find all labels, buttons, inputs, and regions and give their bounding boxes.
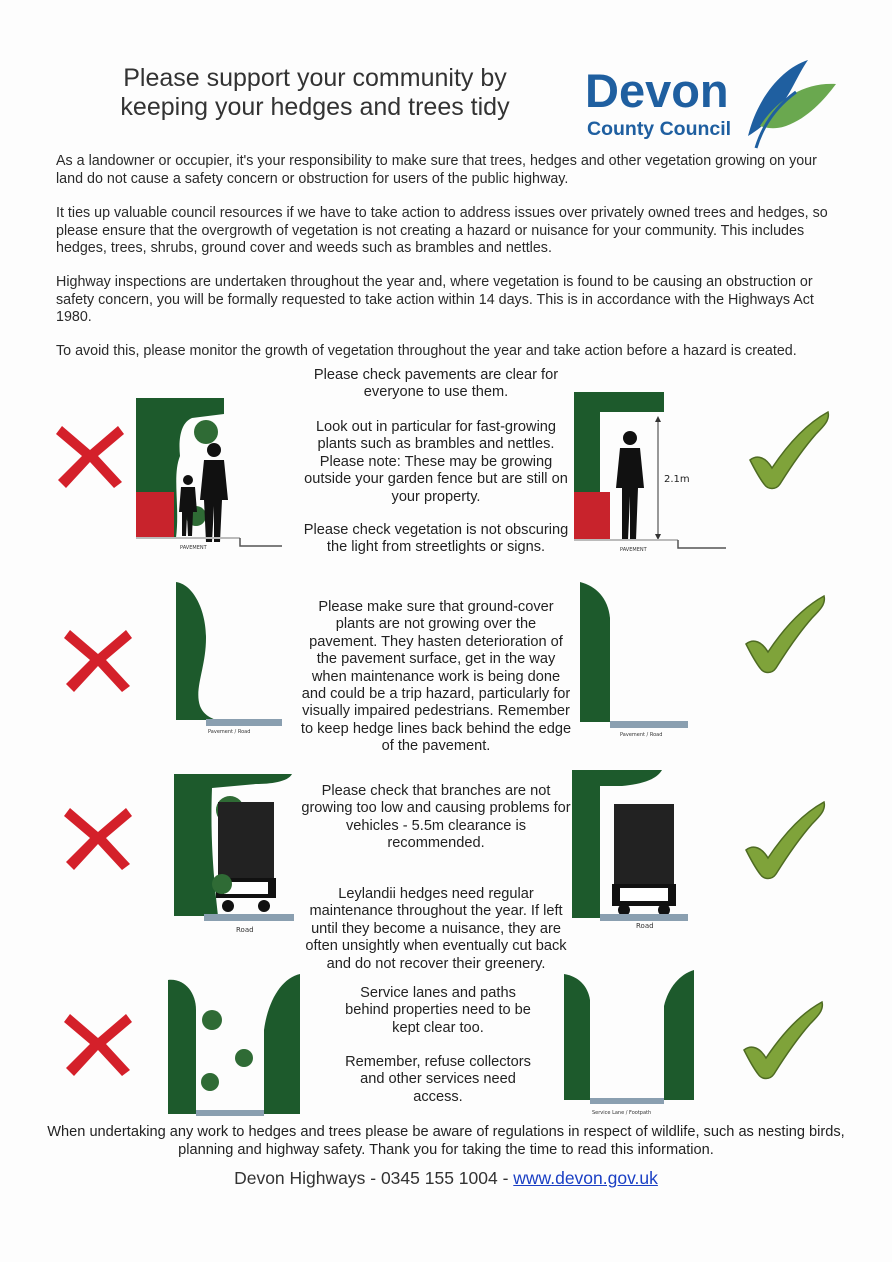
pavement-road-label: Pavement / Road: [620, 732, 663, 738]
leaf-logo-icon: [738, 56, 840, 152]
pavement-overgrown-diagram: [132, 396, 288, 558]
pavement-label: PAVEMENT: [620, 547, 647, 553]
contact-text: Devon Highways - 0345 155 1004 -: [234, 1168, 514, 1188]
service-lane-label: Service Lane / Footpath: [592, 1110, 652, 1116]
cross-icon: [62, 1008, 134, 1078]
service-lane-overgrown-diagram: [164, 970, 310, 1122]
footer-note: When undertaking any work to hedges and trees please be aware of regulations in respect of wildlife, such as nesting birds, planning and highway safety. Thank you for taking the time to read this information.: [47, 1124, 845, 1158]
cross-icon: [62, 802, 134, 872]
pavement-clear-diagram: [570, 388, 730, 558]
pavement-road-label: Pavement / Road: [208, 729, 251, 735]
road-label: Road: [236, 926, 254, 934]
pavement-label: PAVEMENT: [180, 545, 207, 551]
intro-paragraph-3: Highway inspections are undertaken throughout the year and, where vegetation is found to be causing an obstruction or safety concern, you will be formally requested to take action within 14 days. This is in accordance with the Highways Act 1980.: [56, 274, 814, 325]
groundcover-clear-diagram: [574, 578, 694, 740]
tick-icon: [740, 800, 828, 880]
website-link[interactable]: www.devon.gov.uk: [513, 1168, 658, 1188]
intro-paragraph-2: It ties up valuable council resources if we have to take action to address issues over privately owned trees and hedges, so please ensure that the overgrowth of vegetation is not creating a hazard or nuisance for your community. This includes hedges, trees, shrubs, ground cover and weeds such as brambles and nettles.: [56, 205, 828, 256]
tick-icon: [744, 410, 832, 490]
page-title: [60, 64, 570, 122]
title-line-1: Please support your community by: [123, 64, 507, 92]
section1-text-a: Please check pavements are clear for everyone to use them.: [313, 367, 559, 401]
intro-paragraph-4: To avoid this, please monitor the growth of vegetation throughout the year and take action before a hazard is created.: [56, 343, 797, 359]
cross-icon: [54, 420, 126, 490]
section3-text-a: Please check that branches are not growing too low and causing problems for vehicles - 5.5m clearance is recommended.: [301, 783, 571, 852]
tick-icon: [738, 1000, 826, 1080]
footer-contact: [0, 1168, 892, 1189]
lorry-clear-diagram: [570, 766, 692, 936]
lorry-branches-diagram: [170, 770, 296, 938]
section1-text-b: Look out in particular for fast-growing plants such as brambles and nettles. Please note: These may be growing outside your garden fence but are still on your property.: [304, 419, 568, 505]
road-label: Road: [636, 922, 654, 930]
logo-subtitle: County Council: [587, 118, 732, 140]
section1-text-c: Please check vegetation is not obscuring the light from streetlights or signs.: [303, 522, 569, 556]
cross-icon: [62, 624, 134, 694]
logo-wordmark: Devon: [585, 64, 729, 117]
section2-text: Please make sure that ground-cover plants are not growing over the pavement. They hasten deterioration of the pavement surface, get in the way when maintenance work is being done and could be a trip hazard, particularly for visually impaired pedestrians. Remember to keep hedge lines back behind the edge of the pavement.: [300, 599, 572, 755]
tick-icon: [740, 594, 828, 674]
section4-text-a: Service lanes and paths behind properties need to be kept clear too.: [345, 985, 531, 1036]
service-lane-clear-diagram: [560, 966, 700, 1122]
groundcover-overgrown-diagram: [170, 578, 290, 736]
section3-text-b: Leylandii hedges need regular maintenance throughout the year. If left until they become a nuisance, they are often unsightly when eventually cut back and do not recover their greenery.: [305, 886, 567, 972]
title-line-2: keeping your hedges and trees tidy: [120, 93, 510, 121]
intro-paragraph-1: As a landowner or occupier, it's your responsibility to make sure that trees, hedges and other vegetation growing on your land do not cause a safety concern or obstruction for users of the public highway.: [56, 153, 817, 187]
section4-text-b: Remember, refuse collectors and other services need access.: [345, 1054, 531, 1105]
height-label: 2.1m: [664, 474, 690, 485]
